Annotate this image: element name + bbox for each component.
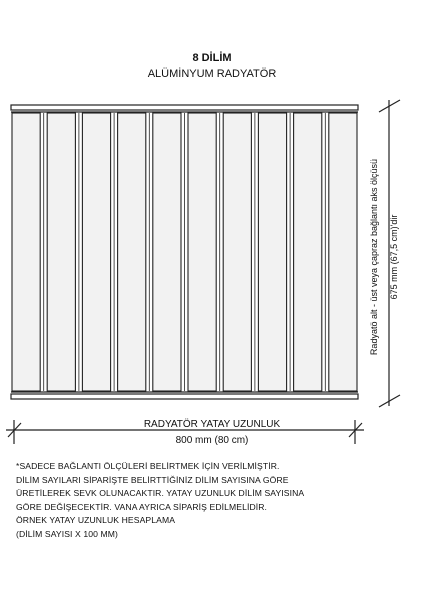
radiator-bottom-bar [11, 394, 358, 399]
width-value: 800 mm (80 cm) [175, 435, 249, 446]
radiator-panel [82, 113, 110, 391]
note-line: ÜRETİLEREK SEVK OLUNACAKTIR. YATAY UZUNLUK DİLİM SAYISINA [16, 488, 305, 499]
radiator-panel [223, 113, 251, 391]
width-label: RADYATÖR YATAY UZUNLUK [143, 419, 281, 430]
diagram-subtitle: ALÜMİNYUM RADYATÖR [147, 68, 277, 80]
radiator-panel [188, 113, 216, 391]
note-line: *SADECE BAĞLANTI ÖLÇÜLERİ BELİRTMEK İÇİN VERİLMİŞTİR. [16, 461, 280, 471]
height-label-line2: 675 mm (67,5 cm)'dir [389, 214, 399, 300]
radiator-panel [329, 113, 357, 391]
radiator-panel [12, 113, 40, 391]
note-line: DİLİM SAYILARI SİPARİŞTE BELİRTTİĞİNİZ DİLİM SAYISINA GÖRE [16, 474, 289, 485]
height-label-line1: Radyatö alt - üst veya çapraz bağlantı aks ölçüsü [369, 158, 379, 356]
radiator-panel [294, 113, 322, 391]
radiator-panel [153, 113, 181, 391]
note-line: (DİLİM SAYISI X 100 MM) [16, 528, 118, 539]
note-line: ÖRNEK YATAY UZUNLUK HESAPLAMA [16, 515, 176, 526]
radiator-panel [118, 113, 146, 391]
radiator-panel [47, 113, 75, 391]
radiator-panel [258, 113, 286, 391]
notes-block [16, 460, 304, 542]
note-line: GÖRE DEĞİŞECEKTİR. VANA AYRICA SİPARİŞ EDİLMELİDİR. [16, 501, 268, 512]
radiator-top-bar [11, 105, 358, 110]
diagram-title: 8 DİLİM [192, 52, 232, 64]
radiator-panels [12, 113, 357, 391]
